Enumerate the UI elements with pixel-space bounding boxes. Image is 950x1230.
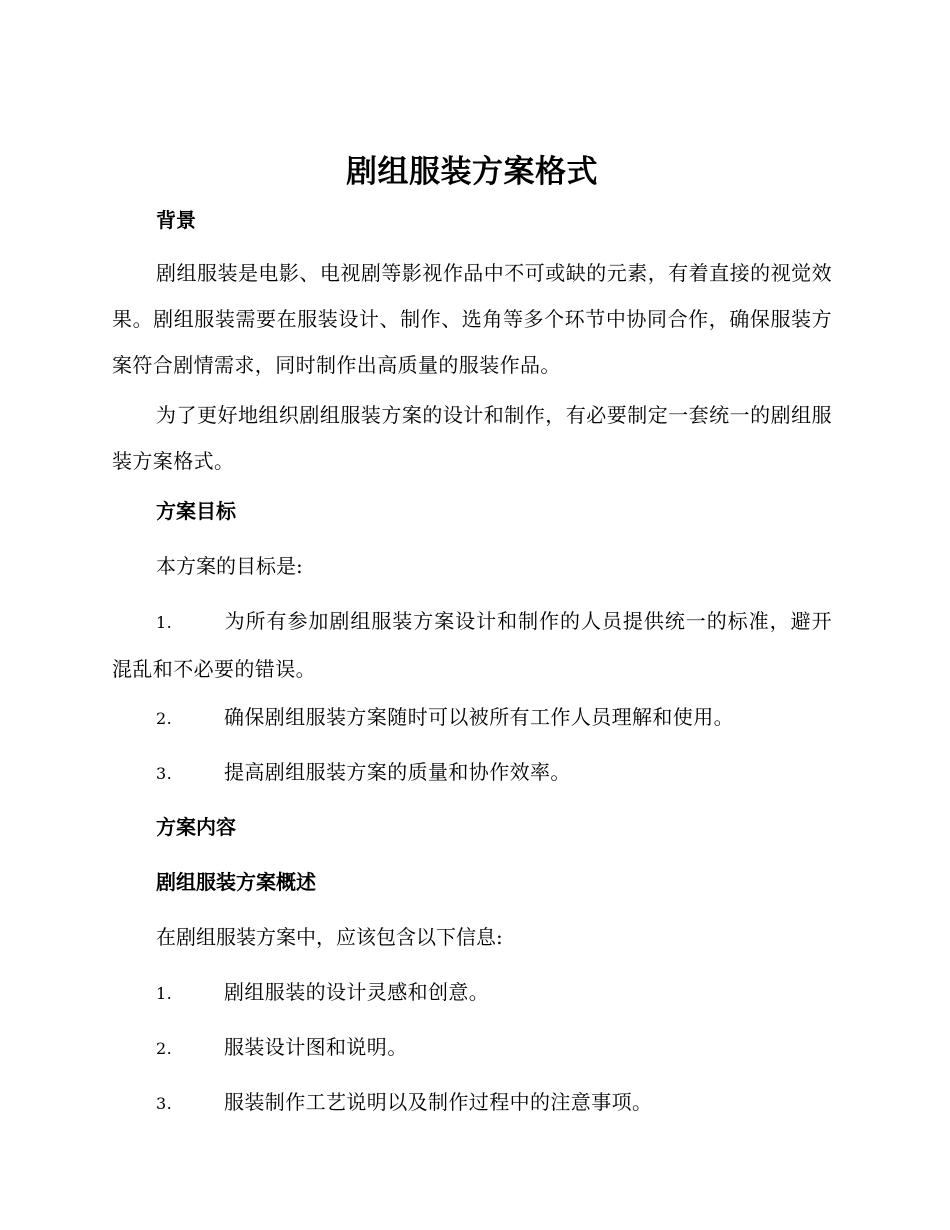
list-item-text: 服装设计图和说明。	[224, 1035, 408, 1059]
list-number: 2.	[156, 709, 173, 728]
goals-list-item	[112, 598, 832, 692]
section-heading-background: 背景	[156, 208, 196, 232]
content-list-item	[112, 1079, 832, 1127]
list-item-text: 为所有参加剧组服装方案设计和制作的人员提供统一的标准，避开混乱和不必要的错误。	[112, 609, 832, 681]
document-title: 剧组服装方案格式	[346, 154, 598, 190]
background-paragraph-1: 剧组服装是电影、电视剧等影视作品中不可或缺的元素，有着直接的视觉效果。剧组服装需要在服装设计、制作、选角等多个环节中协同合作，确保服装方案符合剧情需求，同时制作出高质量的服装作品。	[112, 261, 832, 377]
list-item-text: 确保剧组服装方案随时可以被所有工作人员理解和使用。	[224, 705, 734, 729]
background-paragraph-2: 为了更好地组织剧组服装方案的设计和制作，有必要制定一套统一的剧组服装方案格式。	[112, 403, 832, 473]
content-list-item	[112, 1024, 832, 1072]
goals-list-item	[112, 749, 832, 797]
list-number: 2.	[156, 1039, 173, 1058]
list-item-text: 提高剧组服装方案的质量和协作效率。	[224, 760, 571, 784]
section-heading-goals: 方案目标	[156, 499, 236, 523]
goals-list-item	[112, 694, 832, 742]
list-number: 1.	[156, 613, 173, 632]
subsection-heading-overview: 剧组服装方案概述	[156, 870, 316, 894]
content-intro: 在剧组服装方案中，应该包含以下信息:	[156, 925, 503, 949]
content-list-item	[112, 969, 832, 1017]
list-number: 1.	[156, 984, 173, 1003]
list-item-text: 剧组服装的设计灵感和创意。	[224, 980, 490, 1004]
list-item-text: 服装制作工艺说明以及制作过程中的注意事项。	[224, 1090, 653, 1114]
section-heading-content: 方案内容	[156, 815, 236, 839]
list-number: 3.	[156, 764, 173, 783]
list-number: 3.	[156, 1094, 173, 1113]
goals-intro: 本方案的目标是:	[156, 554, 303, 578]
